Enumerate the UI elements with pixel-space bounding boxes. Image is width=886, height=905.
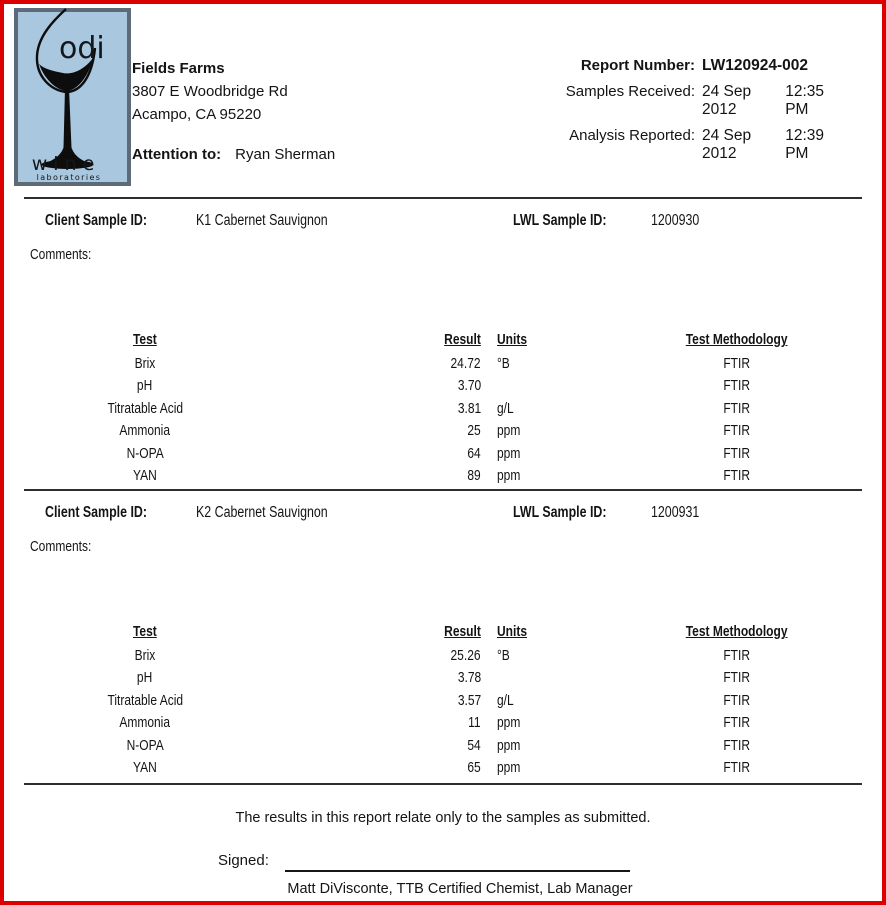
test-units: ppm [497, 467, 521, 485]
test-units: ppm [497, 444, 521, 462]
lodi-wine-laboratories-logo [14, 8, 131, 186]
test-units: °B [497, 647, 510, 664]
test-name: N-OPA [126, 736, 164, 754]
col-header-result: Result [444, 623, 481, 640]
client-sample-id-value: K1 Cabernet Sauvignon [196, 212, 328, 229]
report-number-label: Report Number: [580, 57, 695, 74]
test-units [497, 667, 597, 689]
report-metadata-block [566, 57, 848, 163]
test-units: ppm [497, 759, 521, 777]
test-name: pH [137, 669, 153, 687]
test-result: 54 [467, 736, 481, 754]
test-name: YAN [133, 467, 157, 485]
test-result: 64 [467, 444, 481, 462]
test-result: 24.72 [450, 355, 481, 372]
test-name: Titratable Acid [107, 399, 183, 417]
attention-label: Attention to: [132, 146, 222, 163]
sample-section-2 [4, 489, 882, 781]
logo-wine-text: wine [31, 153, 101, 175]
signature-line [285, 870, 630, 872]
attention-value: Ryan Sherman [235, 146, 336, 163]
client-sample-id-label: Client Sample ID: [45, 212, 147, 229]
analysis-reported-date: 24 Sep 2012 [702, 127, 752, 162]
test-result: 3.57 [457, 691, 481, 709]
test-result: 3.81 [457, 399, 481, 417]
test-name: Ammonia [119, 422, 171, 440]
logo-laboratories-text: laboratories [36, 173, 102, 182]
col-header-methodology: Test Methodology [686, 331, 788, 348]
signer-name: Matt DiVisconte, TTB Certified Chemist, Lab Manager [287, 881, 633, 897]
test-name: YAN [133, 759, 157, 777]
attention-row [132, 146, 335, 163]
signed-label: Signed: [218, 852, 269, 869]
sample-section-1 [4, 197, 882, 489]
lwl-sample-id-value: 1200931 [651, 504, 700, 521]
client-address-line1: 3807 E Woodbridge Rd [132, 83, 288, 100]
test-name: pH [137, 377, 153, 395]
test-name: Ammonia [119, 714, 171, 732]
test-name: N-OPA [126, 444, 164, 462]
test-methodology: FTIR [723, 736, 751, 754]
comments-row [30, 246, 111, 263]
samples-received-value [702, 83, 848, 119]
test-methodology: FTIR [723, 399, 751, 417]
test-units: g/L [497, 691, 514, 709]
samples-received-label: Samples Received: [565, 83, 695, 100]
test-units: ppm [497, 422, 521, 440]
col-header-units: Units [497, 331, 527, 348]
samples-received-date: 24 Sep 2012 [702, 83, 752, 118]
analysis-reported-value [702, 127, 848, 163]
comments-label: Comments: [30, 246, 92, 263]
test-result: 89 [467, 467, 481, 485]
client-address-line2: Acampo, CA 95220 [132, 106, 262, 123]
results-table [55, 619, 861, 779]
test-methodology: FTIR [723, 467, 751, 485]
test-methodology: FTIR [723, 355, 751, 372]
test-name: Brix [134, 355, 156, 372]
test-result: 25 [467, 422, 481, 440]
test-units: ppm [497, 736, 521, 754]
report-number-value: LW120924-002 [702, 57, 808, 74]
test-methodology: FTIR [723, 377, 751, 395]
analysis-reported-label: Analysis Reported: [569, 127, 695, 144]
comments-row [30, 538, 111, 555]
test-methodology: FTIR [723, 714, 751, 732]
lwl-sample-id-value: 1200930 [651, 212, 700, 229]
client-sample-id-label: Client Sample ID: [45, 504, 147, 521]
col-header-test: Test [133, 623, 157, 640]
lwl-sample-id-label: LWL Sample ID: [513, 504, 607, 521]
test-units: °B [497, 355, 510, 372]
analysis-reported-time: 12:39 PM [785, 127, 824, 162]
test-units [497, 375, 597, 397]
test-methodology: FTIR [723, 444, 751, 462]
client-address-block [132, 57, 288, 126]
col-header-methodology: Test Methodology [686, 623, 788, 640]
test-methodology: FTIR [723, 759, 751, 777]
test-result: 65 [467, 759, 481, 777]
footer-divider [24, 783, 862, 785]
client-sample-id-value: K2 Cabernet Sauvignon [196, 504, 328, 521]
comments-label: Comments: [30, 538, 92, 555]
test-result: 3.78 [457, 669, 481, 687]
test-methodology: FTIR [723, 691, 751, 709]
samples-received-time: 12:35 PM [785, 83, 824, 118]
test-units: ppm [497, 714, 521, 732]
col-header-result: Result [444, 331, 481, 348]
test-methodology: FTIR [723, 669, 751, 687]
test-result: 3.70 [457, 377, 481, 395]
test-methodology: FTIR [723, 422, 751, 440]
test-name: Titratable Acid [107, 691, 183, 709]
logo-odi-text: odi [59, 31, 105, 66]
test-units: g/L [497, 399, 514, 417]
col-header-test: Test [133, 331, 157, 348]
test-methodology: FTIR [723, 647, 751, 664]
lwl-sample-id-label: LWL Sample ID: [513, 212, 607, 229]
results-table [55, 327, 861, 487]
col-header-units: Units [497, 623, 527, 640]
client-name: Fields Farms [132, 60, 225, 77]
disclaimer-text: The results in this report relate only to the samples as submitted. [235, 810, 651, 826]
test-result: 25.26 [450, 647, 481, 664]
test-name: Brix [134, 647, 156, 664]
test-result: 11 [468, 714, 481, 732]
